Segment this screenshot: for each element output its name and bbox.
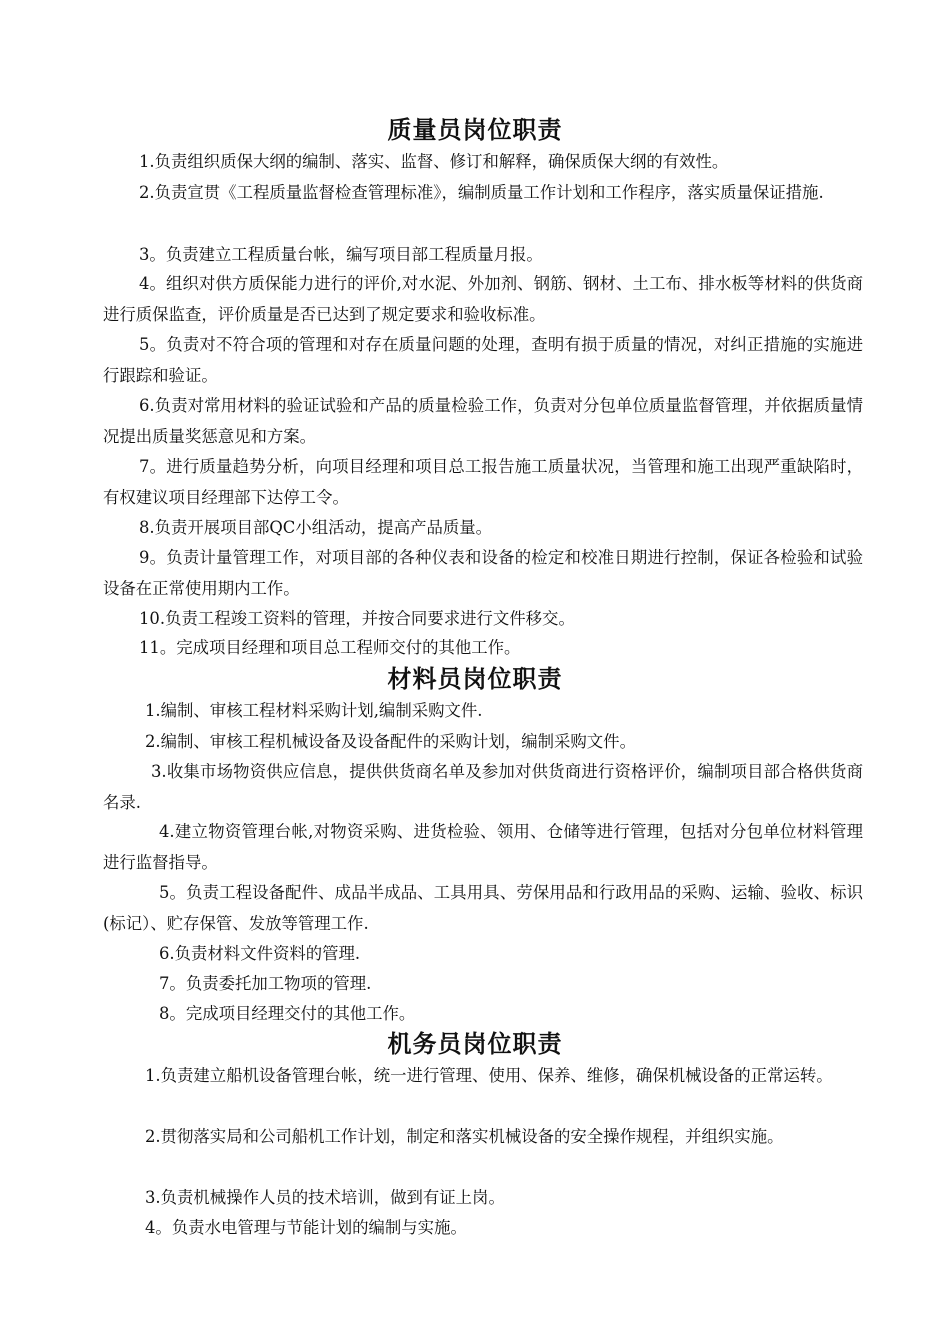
section-title-materials-officer: 材料员岗位职责 — [387, 665, 563, 693]
quality-duty-6: 6.负责对常用材料的验证试验和产品的质量检验工作，负责对分包单位质量监督管理，并依据质量情况提出质量奖惩意见和方案。 — [103, 396, 863, 446]
quality-duty-7: 7。进行质量趋势分析，向项目经理和项目总工报告施工质量状况，当管理和施工出现严重缺陷时，有权建议项目经理部下达停工令。 — [103, 457, 863, 507]
materials-duty-1: 1.编制、审核工程材料采购计划,编制采购文件. — [145, 701, 483, 720]
materials-duty-4: 4.建立物资管理台帐,对物资采购、进货检验、领用、仓储等进行管理，包括对分包单位材料管理进行监督指导。 — [103, 822, 863, 872]
materials-duty-3: 3.收集市场物资供应信息，提供供货商名单及参加对供货商进行资格评价，编制项目部合格供货商名录. — [103, 762, 863, 812]
section-title-machinery-officer: 机务员岗位职责 — [387, 1030, 563, 1058]
quality-duty-3: 3。负责建立工程质量台帐，编写项目部工程质量月报。 — [139, 245, 543, 264]
machinery-duty-2: 2.贯彻落实局和公司船机工作计划，制定和落实机械设备的安全操作规程，并组织实施。 — [145, 1127, 784, 1146]
machinery-duty-3: 3.负责机械操作人员的技术培训，做到有证上岗。 — [145, 1188, 505, 1207]
quality-duty-10: 10.负责工程竣工资料的管理，并按合同要求进行文件移交。 — [139, 609, 575, 628]
quality-duty-5: 5。负责对不符合项的管理和对存在质量问题的处理，查明有损于质量的情况，对纠正措施的实施进行跟踪和验证。 — [103, 335, 863, 385]
materials-duty-7: 7。负责委托加工物项的管理. — [159, 974, 372, 993]
machinery-duty-4: 4。负责水电管理与节能计划的编制与实施。 — [145, 1218, 467, 1237]
quality-duty-2: 2.负责宣贯《工程质量监督检查管理标准》，编制质量工作计划和工作程序，落实质量保证措施. — [139, 183, 824, 202]
quality-duty-1: 1.负责组织质保大纲的编制、落实、监督、修订和解释，确保质保大纲的有效性。 — [139, 152, 729, 171]
materials-duty-6: 6.负责材料文件资料的管理. — [159, 944, 361, 963]
quality-duty-8: 8.负责开展项目部QC小组活动，提高产品质量。 — [139, 518, 493, 537]
materials-duty-5: 5。负责工程设备配件、成品半成品、工具用具、劳保用品和行政用品的采购、运输、验收、标识(标记）、贮存保管、发放等管理工作. — [103, 883, 863, 933]
quality-duty-4: 4。组织对供方质保能力进行的评价,对水泥、外加剂、钢筋、钢材、土工布、排水板等材料的供货商进行质保监查，评价质量是否已达到了规定要求和验收标准。 — [103, 274, 863, 324]
machinery-duty-1: 1.负责建立船机设备管理台帐，统一进行管理、使用、保养、维修，确保机械设备的正常运转。 — [145, 1066, 833, 1085]
section-title-quality-inspector: 质量员岗位职责 — [387, 116, 563, 144]
quality-duty-9: 9。负责计量管理工作，对项目部的各种仪表和设备的检定和校准日期进行控制，保证各检验和试验设备在正常使用期内工作。 — [103, 548, 863, 598]
quality-duty-11: 11。完成项目经理和项目总工程师交付的其他工作。 — [139, 638, 521, 657]
materials-duty-2: 2.编制、审核工程机械设备及设备配件的采购计划，编制采购文件。 — [145, 732, 636, 751]
materials-duty-8: 8。完成项目经理交付的其他工作。 — [159, 1004, 416, 1023]
